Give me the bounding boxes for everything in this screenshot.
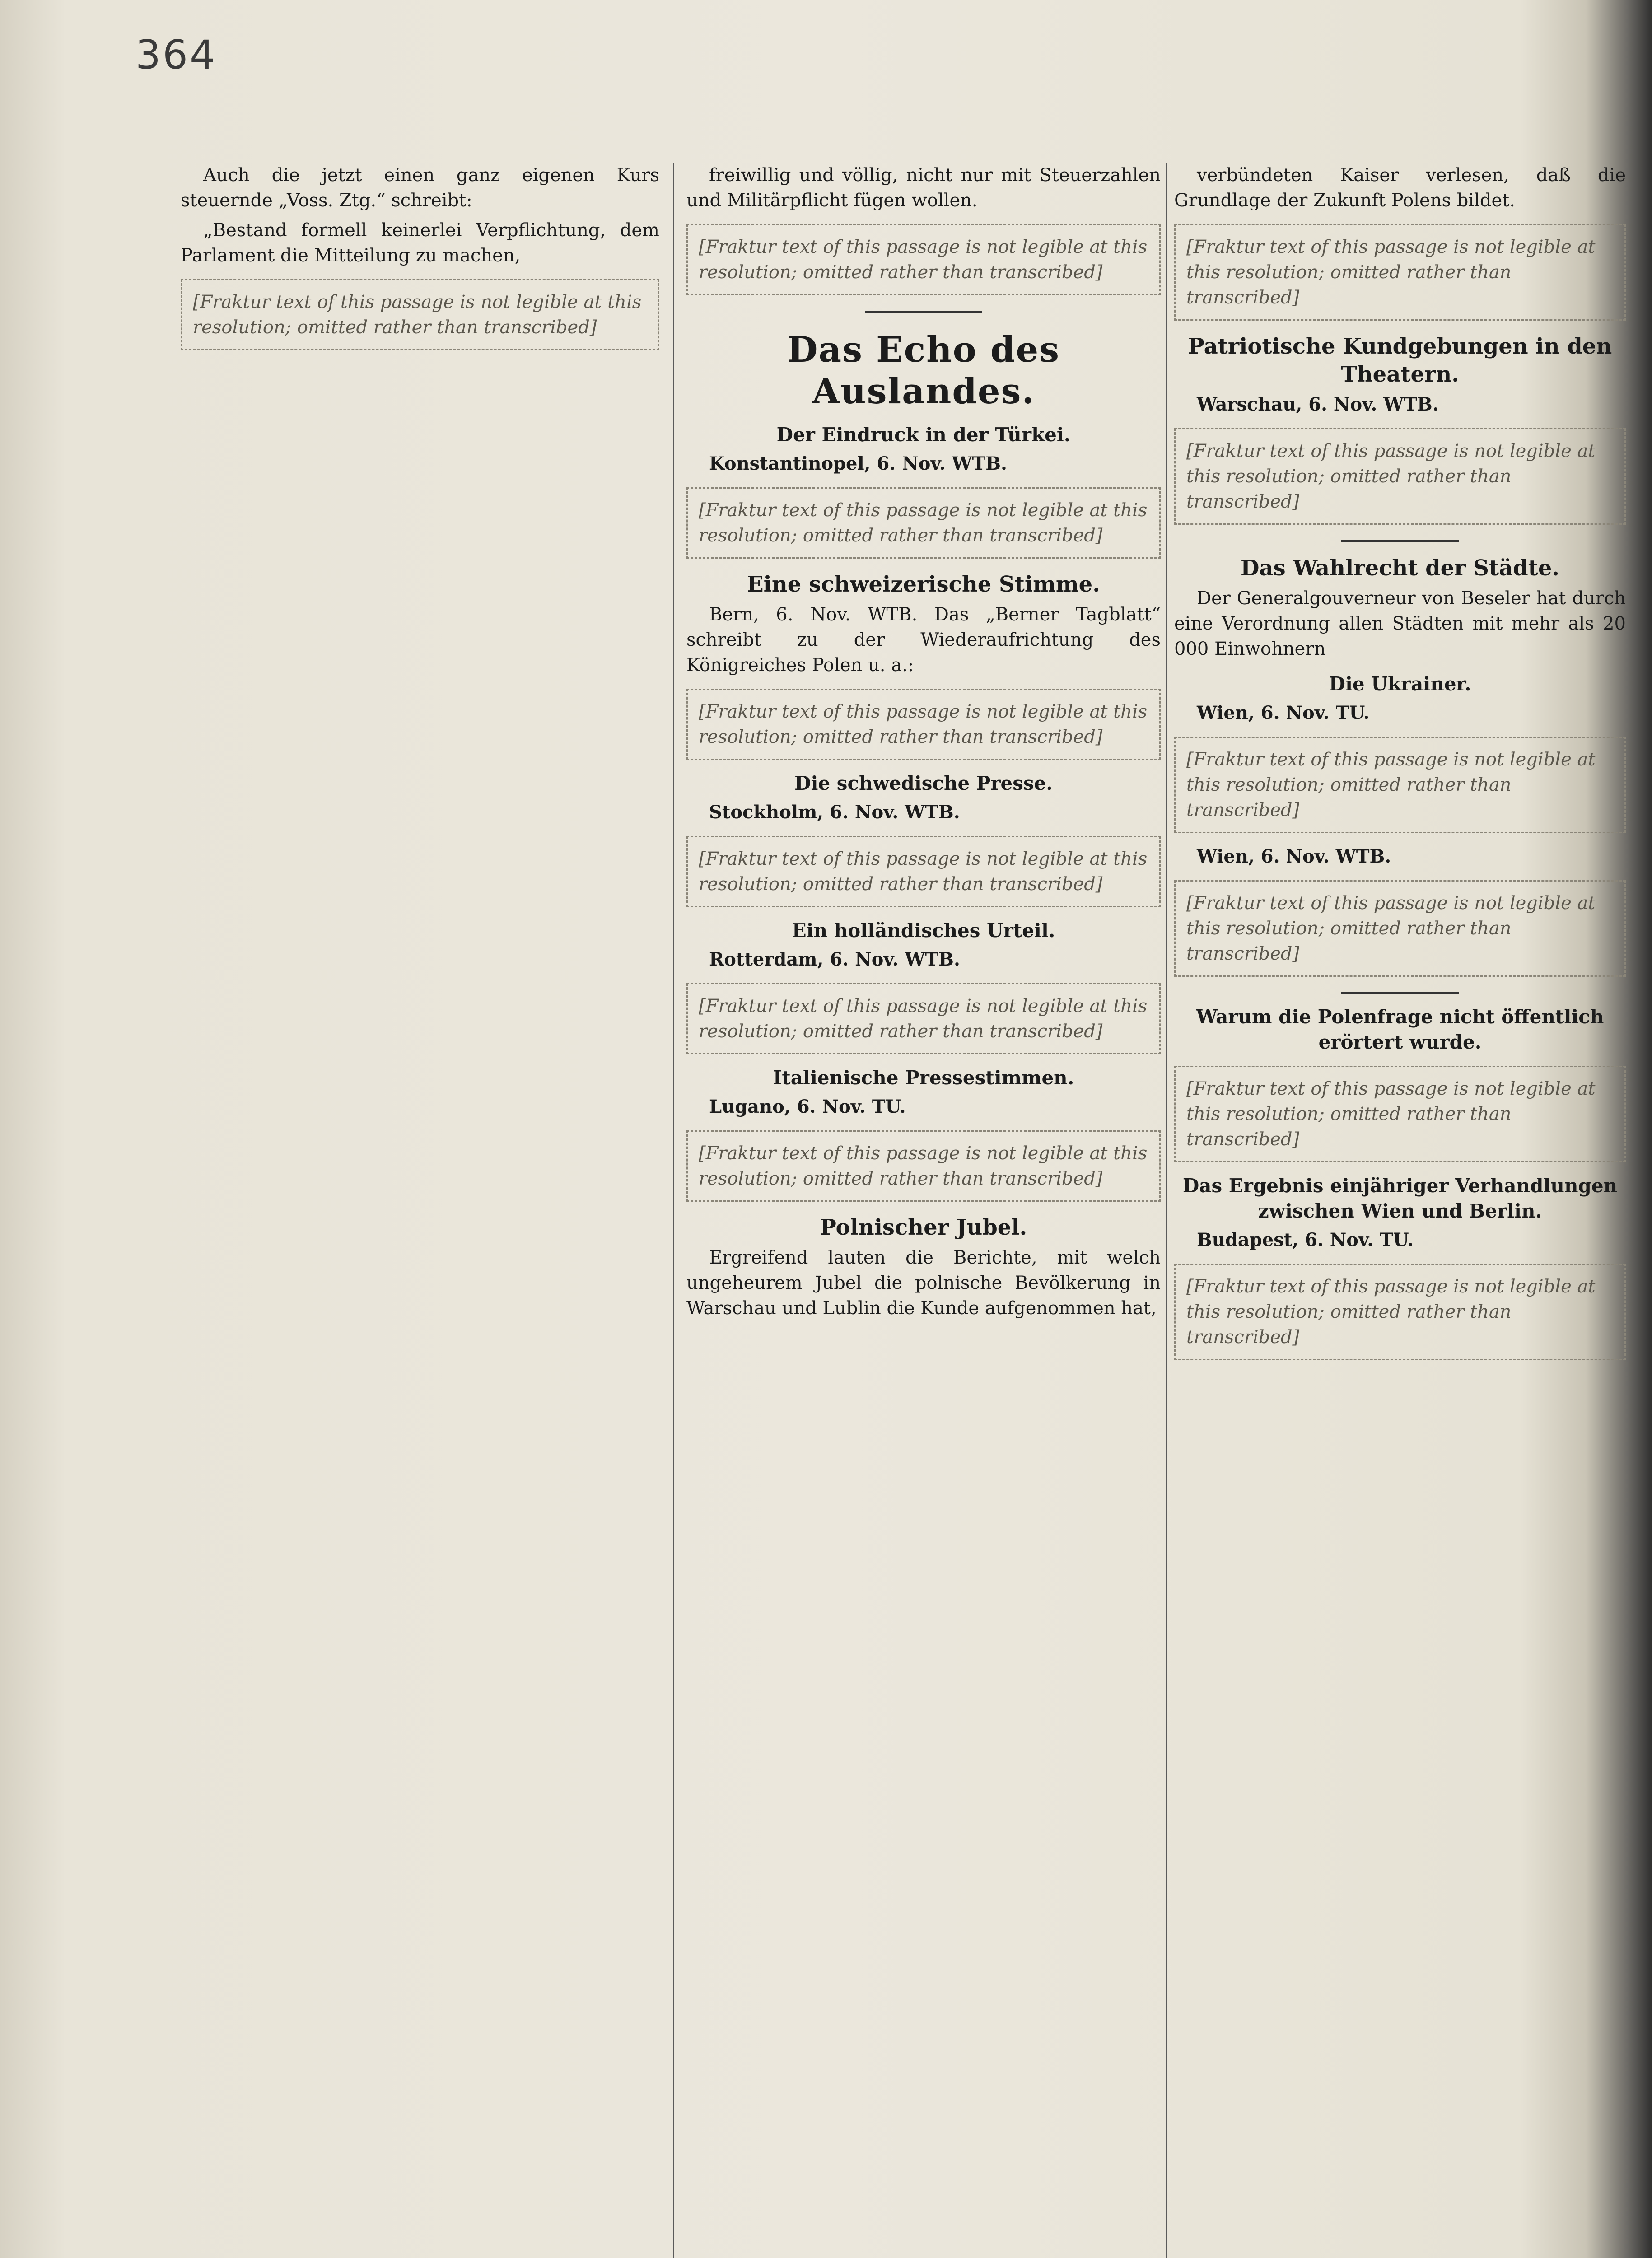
omitted-passage: [Fraktur text of this passage is not legible at this resolution; omitted rather than transcribed] (686, 1130, 1161, 1202)
headline-schweiz: Eine schweizerische Stimme. (747, 572, 1100, 597)
dateline-verhandlungen: Budapest, 6. Nov. TU. (1197, 1229, 1414, 1250)
headline-ukrainer: Die Ukrainer. (1329, 673, 1471, 695)
headline-holland: Ein holländisches Urteil. (792, 919, 1055, 942)
column-right (1174, 163, 1626, 2258)
section-divider (865, 311, 982, 313)
omitted-passage: [Fraktur text of this passage is not legible at this resolution; omitted rather than transcribed] (1174, 224, 1626, 321)
omitted-passage: [Fraktur text of this passage is not legible at this resolution; omitted rather than transcribed] (1174, 1264, 1626, 1360)
subhead-tuerkei: Der Eindruck in der Türkei. (776, 424, 1071, 446)
page-number: 364 (135, 32, 217, 78)
omitted-passage: [Fraktur text of this passage is not legible at this resolution; omitted rather than transcribed] (686, 224, 1161, 295)
library-stamp (15, 39, 107, 105)
headline-verhandlungen: Das Ergebnis einjähriger Verhandlungen zwischen Wien und Berlin. (1182, 1175, 1618, 1222)
omitted-passage: [Fraktur text of this passage is not legible at this resolution; omitted rather than transcribed] (686, 983, 1161, 1054)
omitted-passage: [Fraktur text of this passage is not legible at this resolution; omitted rather than transcribed] (686, 836, 1161, 907)
dateline-theater: Warschau, 6. Nov. WTB. (1197, 394, 1439, 415)
headline-theater: Patriotische Kundgebungen in den Theatern. (1188, 334, 1612, 387)
article-wahlrecht: Der Generalgouverneur von Beseler hat durch eine Verordnung allen Städten mit mehr als 20 000 Einwohnern (1174, 588, 1626, 659)
section-divider (1341, 992, 1459, 994)
article-continuation: verbündeten Kaiser verlesen, daß die Grundlage der Zukunft Polens bildet. (1174, 165, 1626, 211)
omitted-passage: [Fraktur text of this passage is not legible at this resolution; omitted rather than transcribed] (1174, 880, 1626, 977)
headline-polenfrage: Warum die Polenfrage nicht öffentlich erörtert wurde. (1196, 1006, 1604, 1053)
omitted-passage: [Fraktur text of this passage is not legible at this resolution; omitted rather than transcribed] (1174, 1066, 1626, 1162)
dateline-schweden: Stockholm, 6. Nov. WTB. (709, 802, 960, 823)
omitted-passage: [Fraktur text of this passage is not legible at this resolution; omitted rather than transcribed] (181, 279, 659, 350)
column-rule-left (673, 163, 674, 2258)
omitted-passage: [Fraktur text of this passage is not legible at this resolution; omitted rather than transcribed] (1174, 737, 1626, 833)
dateline-ukrainer-2: Wien, 6. Nov. WTB. (1197, 846, 1391, 867)
omitted-passage: [Fraktur text of this passage is not legible at this resolution; omitted rather than transcribed] (1174, 428, 1626, 525)
omitted-passage: [Fraktur text of this passage is not legible at this resolution; omitted rather than transcribed] (686, 689, 1161, 760)
article-continuation: freiwillig und völlig, nicht nur mit Steuerzahlen und Militärpflicht fügen wollen. (686, 165, 1161, 211)
dateline-ukrainer-1: Wien, 6. Nov. TU. (1197, 702, 1370, 723)
column-middle (686, 163, 1161, 2258)
dateline-italien: Lugano, 6. Nov. TU. (709, 1096, 906, 1117)
dateline-tuerkei: Konstantinopel, 6. Nov. WTB. (709, 453, 1007, 474)
headline-jubel: Polnischer Jubel. (820, 1215, 1027, 1240)
headline-wahlrecht: Das Wahlrecht der Städte. (1240, 555, 1560, 581)
column-rule-right (1166, 163, 1167, 2258)
column-left (181, 163, 659, 2258)
article-schweiz: Bern, 6. Nov. WTB. Das „Berner Tagblatt“ schreibt zu der Wiederaufrichtung des Königreiches Polen u. a.: (686, 604, 1161, 676)
section-headline-echo: Das Echo des Auslandes. (787, 329, 1060, 412)
dateline-holland: Rotterdam, 6. Nov. WTB. (709, 949, 960, 970)
article-quote: „Bestand formell keinerlei Verpflichtung, dem Parlament die Mitteilung zu machen, (181, 220, 659, 266)
section-divider (1341, 540, 1459, 542)
article-opening: Auch die jetzt einen ganz eigenen Kurs steuernde „Voss. Ztg.“ schreibt: (181, 165, 659, 211)
headline-schweden: Die schwedische Presse. (794, 772, 1053, 794)
headline-italien: Italienische Pressestimmen. (773, 1067, 1074, 1089)
omitted-passage: [Fraktur text of this passage is not legible at this resolution; omitted rather than transcribed] (686, 487, 1161, 559)
article-jubel: Ergreifend lauten die Berichte, mit welch ungeheurem Jubel die polnische Bevölkerung in Warschau und Lublin die Kunde aufgenommen hat, (686, 1247, 1161, 1319)
